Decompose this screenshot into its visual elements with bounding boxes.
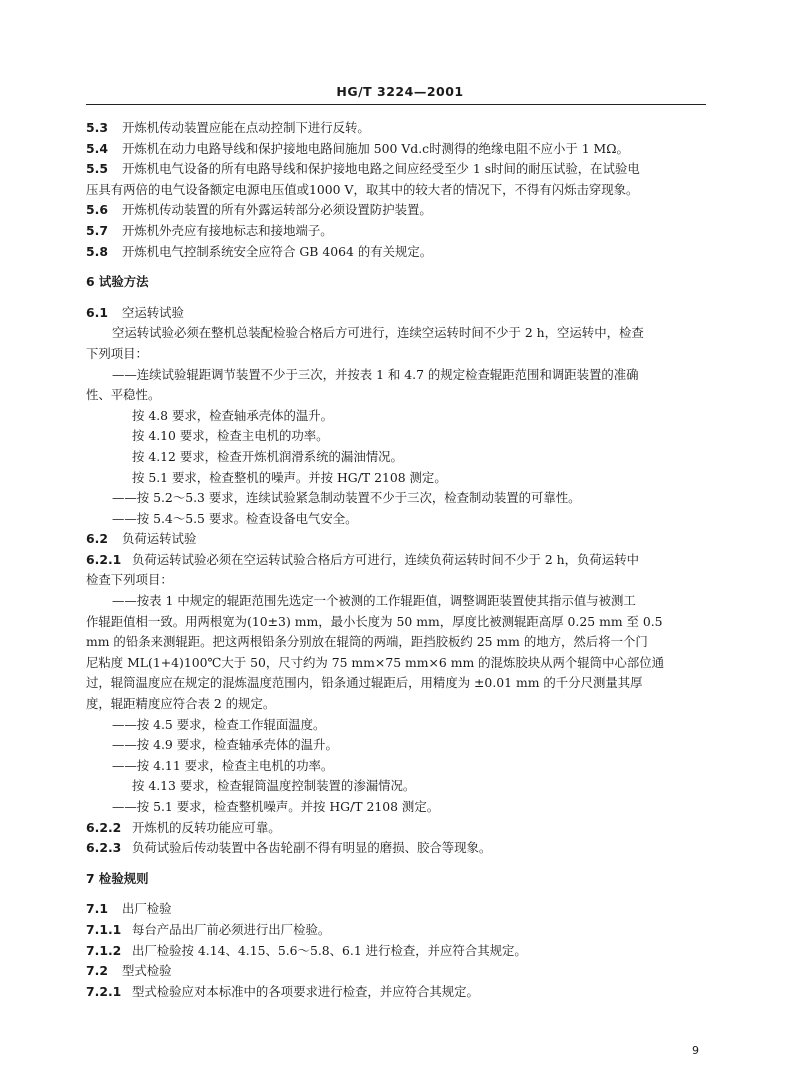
clause-7-1	[86, 899, 708, 920]
clause-number: 5.4	[86, 140, 108, 156]
clause-text: 负荷运转试验必须在空运转试验合格后方可进行，连续负荷运转时间不少于 2 h，负荷运转中	[132, 551, 639, 567]
clause-6-2-1	[86, 550, 708, 571]
clause-title: 出厂检验	[122, 901, 172, 917]
clause-6-1-intro: 空运转试验必须在整机总装配检验合格后方可进行，连续空运转时间不少于 2 h，空运转中，检查	[112, 325, 644, 341]
paragraph-line: 过，辊筒温度应在规定的混炼温度范围内，铅条通过辊距后，用精度为 ±0.01 mm 的千分尺测量其厚	[86, 675, 643, 691]
clause-number: 6.1	[86, 304, 108, 320]
clause-number: 5.6	[86, 202, 108, 218]
clause-7-1-1	[86, 920, 708, 941]
clause-text: 出厂检验按 4.14、4.15、5.6～5.8、6.1 进行检查，并应符合其规定。	[132, 942, 527, 958]
clause-text: 开炼机传动装置的所有外露运转部分必须设置防护装置。	[122, 202, 432, 218]
clause-text: 开炼机的反转功能应可靠。	[132, 819, 281, 835]
clause-text: 开炼机外壳应有接地标志和接地端子。	[122, 222, 333, 238]
clause-title: 空运转试验	[122, 304, 184, 320]
list-item: ——连续试验辊距调节装置不少于三次，并按表 1 和 4.7 的规定检查辊距范围和调距装置的准确	[112, 366, 639, 382]
clause-number: 7.2	[86, 963, 108, 979]
clause-text: 开炼机在动力电路导线和保护接地电路间施加 500 Vd.c时测得的绝缘电阻不应小于 1 MΩ。	[122, 140, 629, 156]
clause-number: 5.7	[86, 222, 108, 238]
clause-6-1	[86, 303, 708, 324]
list-item: 按 4.13 要求，检查辊筒温度控制装置的渗漏情况。	[132, 778, 416, 794]
clause-text: 负荷试验后传动装置中各齿轮副不得有明显的磨损、胶合等现象。	[132, 840, 492, 856]
list-item: 按 4.8 要求，检查轴承壳体的温升。	[132, 407, 334, 423]
list-item: ——按 4.9 要求，检查轴承壳体的温升。	[112, 737, 338, 753]
clause-title: 型式检验	[122, 963, 172, 979]
clause-number: 7.1.2	[86, 942, 122, 958]
clause-number: 6.2.2	[86, 819, 122, 835]
document-header: HG/T 3224—2001	[336, 84, 464, 99]
list-item: 按 4.10 要求，检查主电机的功率。	[132, 428, 329, 444]
list-item-continued: 性、平稳性。	[86, 387, 161, 403]
clause-7-1-2	[86, 941, 708, 962]
clause-number: 5.8	[86, 243, 108, 259]
section-6-heading: 6 试验方法	[86, 274, 149, 290]
page-number: 9	[692, 1044, 699, 1057]
paragraph-line: 作辊距值相一致。用两根宽为(10±3) mm，最小长度为 50 mm，厚度比被测辊距高厚 0.25 mm 至 0.5	[86, 613, 663, 629]
paragraph-line: 尼粘度 ML(1+4)100℃大于 50，尺寸约为 75 mm×75 mm×6 mm 的混炼胶块从两个辊筒中心部位通	[86, 654, 665, 670]
clause-6-2-1-continued: 检查下列项目：	[86, 572, 173, 588]
clause-6-2	[86, 529, 708, 550]
clause-7-2-1	[86, 982, 708, 1003]
list-item: ——按 5.4～5.5 要求。检查设备电气安全。	[112, 510, 358, 526]
clause-5-8	[86, 242, 708, 263]
list-item: 按 4.12 要求，检查开炼机润滑系统的漏油情况。	[132, 448, 403, 464]
clause-number: 7.2.1	[86, 983, 122, 999]
clause-5-4	[86, 139, 708, 160]
list-item: ——按 5.2～5.3 要求，连续试验紧急制动装置不少于三次，检查制动装置的可靠性。	[112, 490, 581, 506]
clause-6-2-3	[86, 838, 708, 859]
clause-5-3	[86, 118, 708, 139]
clause-5-5	[86, 159, 708, 180]
clause-number: 7.1	[86, 901, 108, 917]
clause-text: 开炼机电气设备的所有电路导线和保护接地电路之间应经受至少 1 s时间的耐压试验，在试验电	[122, 161, 640, 177]
clause-6-2-2	[86, 818, 708, 839]
clause-text: 开炼机传动装置应能在点动控制下进行反转。	[122, 120, 370, 135]
clause-5-7	[86, 221, 708, 242]
list-item: ——按 4.11 要求，检查主电机的功率。	[112, 757, 334, 773]
clause-5-6	[86, 200, 708, 221]
clause-text: 型式检验应对本标准中的各项要求进行检查，并应符合其规定。	[132, 983, 479, 999]
clause-number: 5.3	[86, 120, 108, 135]
paragraph-line: mm 的铅条来测辊距。把这两根铅条分别放在辊筒的两端，距挡胶板约 25 mm 的地方，然后将一个门	[86, 634, 648, 650]
list-item: 按 5.1 要求，检查整机的噪声。并按 HG/T 2108 测定。	[132, 469, 447, 485]
clause-number: 6.2	[86, 531, 108, 547]
clause-6-1-intro-continued: 下列项目：	[86, 345, 148, 361]
clause-5-5-continued: 压具有两倍的电气设备额定电源电压值或1000 V，取其中的较大者的情况下，不得有闪烁击穿现象。	[86, 181, 639, 197]
paragraph-line: 度，辊距精度应符合表 2 的规定。	[86, 696, 276, 712]
clause-number: 6.2.1	[86, 551, 122, 567]
list-item: ——按 4.5 要求，检查工作辊面温度。	[112, 716, 326, 732]
list-item: ——按 5.1 要求，检查整机噪声。并按 HG/T 2108 测定。	[112, 799, 440, 814]
clause-number: 5.5	[86, 161, 108, 177]
clause-7-2	[86, 961, 708, 982]
clause-text: 开炼机电气控制系统安全应符合 GB 4064 的有关规定。	[122, 243, 433, 259]
clause-text: 每台产品出厂前必须进行出厂检验。	[132, 921, 331, 937]
clause-number: 6.2.3	[86, 840, 122, 856]
header-rule	[86, 104, 706, 105]
document-body	[86, 118, 708, 1002]
paragraph-line: ——按表 1 中规定的辊距范围先选定一个被测的工作辊距值，调整调距装置使其指示值与被测工	[112, 593, 636, 609]
clause-number: 7.1.1	[86, 921, 122, 937]
section-7-heading: 7 检验规则	[86, 870, 149, 886]
clause-title: 负荷运转试验	[122, 531, 197, 547]
